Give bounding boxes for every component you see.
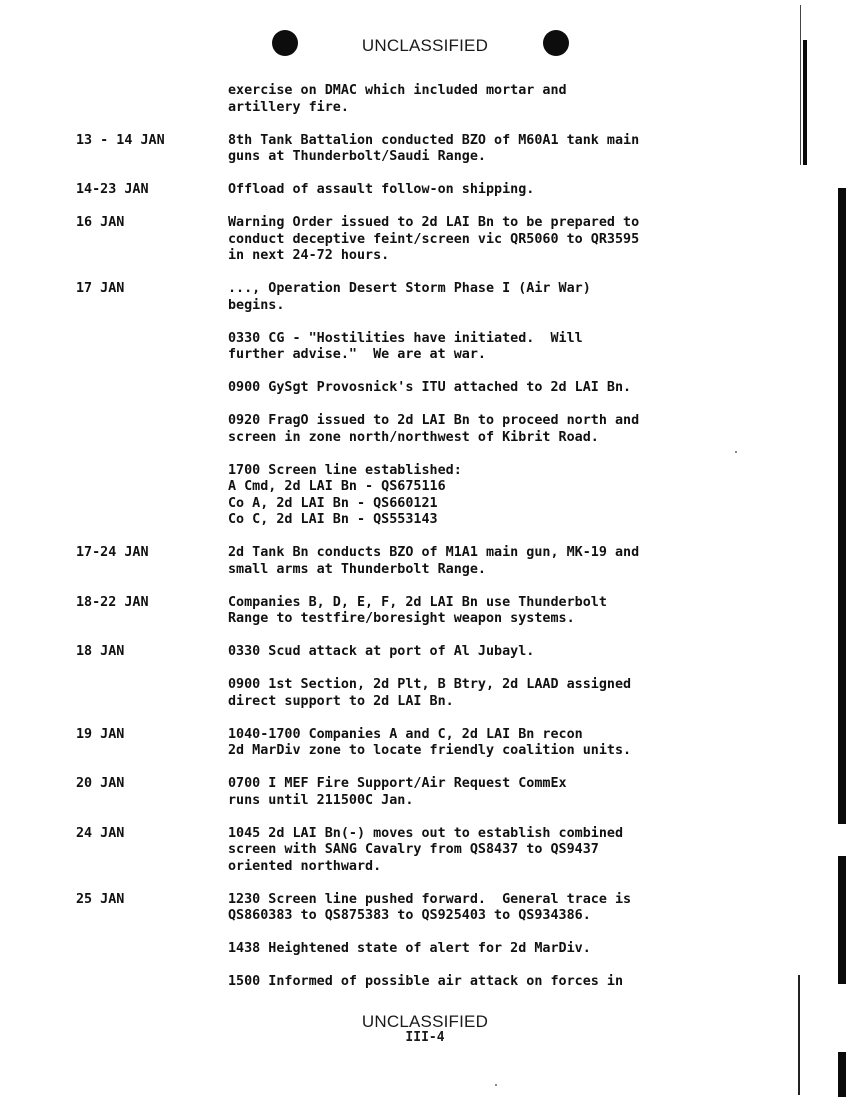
- log-date: 25 JAN: [76, 891, 125, 907]
- log-entries: [228, 595, 746, 628]
- log-entry-text: exercise on DMAC which included mortar and artillery fire.: [228, 83, 567, 115]
- log-row: [76, 182, 746, 199]
- log-row: [76, 644, 746, 710]
- log-entries: [228, 182, 746, 199]
- log-entry-text: Companies B, D, E, F, 2d LAI Bn use Thunderbolt Range to testfire/boresight weapon systems.: [228, 594, 607, 626]
- scan-edge-bar: [803, 40, 807, 165]
- log-entries: [228, 545, 746, 578]
- log-entries: [228, 892, 746, 991]
- log-entry-text: 0900 GySgt Provosnick's ITU attached to 2d LAI Bn.: [228, 380, 632, 395]
- log-row: [76, 545, 746, 578]
- log-date: 13 - 14 JAN: [76, 132, 165, 148]
- log-row: [76, 776, 746, 809]
- log-entries: [228, 826, 746, 876]
- log-date: 17 JAN: [76, 281, 125, 296]
- log-entry-text: 1230 Screen line pushed forward. General trace is QS860383 to QS875383 to QS925403 to QS934386.: [228, 891, 632, 923]
- log-date: 24 JAN: [76, 825, 125, 841]
- scan-edge-bar: [838, 1052, 846, 1097]
- log-row: [76, 281, 746, 529]
- footer-classification: UNCLASSIFIED: [361, 1012, 489, 1031]
- log-date: 20 JAN: [76, 776, 125, 791]
- log-row: [76, 826, 746, 876]
- log-date: 18 JAN: [76, 644, 125, 659]
- log-entry-text: 0700 I MEF Fire Support/Air Request CommEx runs until 211500C Jan.: [228, 776, 567, 808]
- header-right-dot: [543, 30, 569, 56]
- log-date: 14-23 JAN: [76, 182, 149, 197]
- log-entry-text: Warning Order issued to 2d LAI Bn to be prepared to conduct deceptive feint/screen vic QR5060 to QR3595 in next 24-72 hours.: [228, 215, 640, 263]
- log-entry-text: 0900 1st Section, 2d Plt, B Btry, 2d LAAD assigned direct support to 2d LAI Bn.: [228, 677, 632, 709]
- log-entry-text: 1438 Heightened state of alert for 2d MarDiv.: [228, 941, 591, 956]
- log-row: [76, 892, 746, 991]
- scan-speck: [495, 1084, 497, 1086]
- log-entry-text: 0920 FragO issued to 2d LAI Bn to proceed north and screen in zone north/northwest of Kibrit Road.: [228, 413, 640, 445]
- log-row: [76, 133, 746, 166]
- log-date: 19 JAN: [76, 726, 125, 742]
- log-entries: [228, 776, 746, 809]
- log-entries: [228, 727, 746, 760]
- scan-edge-bar: [838, 856, 846, 984]
- log-entries: [228, 215, 746, 265]
- scan-edge-line: [798, 975, 800, 1095]
- log-date: [76, 83, 228, 116]
- log-entry-text: 2d Tank Bn conducts BZO of M1A1 main gun, MK-19 and small arms at Thunderbolt Range.: [228, 545, 640, 577]
- log-date: 16 JAN: [76, 215, 125, 230]
- log-entries: [228, 281, 746, 529]
- log-entries: [228, 644, 746, 710]
- scan-edge-line: [800, 5, 801, 165]
- log-entry-text: 8th Tank Battalion conducted BZO of M60A1 tank main guns at Thunderbolt/Saudi Range.: [228, 132, 640, 164]
- log-entries: [228, 133, 746, 166]
- log-row: [76, 595, 746, 628]
- scan-edge-bar: [838, 188, 846, 824]
- page-number: III-4: [405, 1030, 445, 1045]
- log-row: [76, 215, 746, 265]
- log-entry-text: 1700 Screen line established: A Cmd, 2d LAI Bn - QS675116 Co A, 2d LAI Bn - QS660121 Co C, 2d LAI Bn - QS553143: [228, 462, 462, 527]
- log-entry-text: 1045 2d LAI Bn(-) moves out to establish combined screen with SANG Cavalry from QS8437 to QS9437 oriented northward.: [228, 825, 624, 874]
- log-entry-text: Offload of assault follow-on shipping.: [228, 182, 535, 197]
- log-date: 17-24 JAN: [76, 545, 149, 560]
- log-row: [76, 83, 746, 116]
- log-entry-text: 1500 Informed of possible air attack on forces in: [228, 974, 624, 989]
- log-entries: [228, 83, 746, 116]
- log-entry-text: 0330 Scud attack at port of Al Jubayl.: [228, 644, 535, 659]
- log-date: 18-22 JAN: [76, 594, 149, 610]
- header-classification: UNCLASSIFIED: [361, 36, 489, 55]
- log-entry-text: 0330 CG - "Hostilities have initiated. Will further advise." We are at war.: [228, 330, 583, 362]
- chronology-log: [76, 83, 746, 1007]
- scan-speck: [735, 451, 737, 453]
- log-entry-text: 1040-1700 Companies A and C, 2d LAI Bn recon 2d MarDiv zone to locate friendly coalition units.: [228, 726, 632, 758]
- log-entry-text: ..., Operation Desert Storm Phase I (Air War) begins.: [228, 281, 591, 313]
- log-row: [76, 727, 746, 760]
